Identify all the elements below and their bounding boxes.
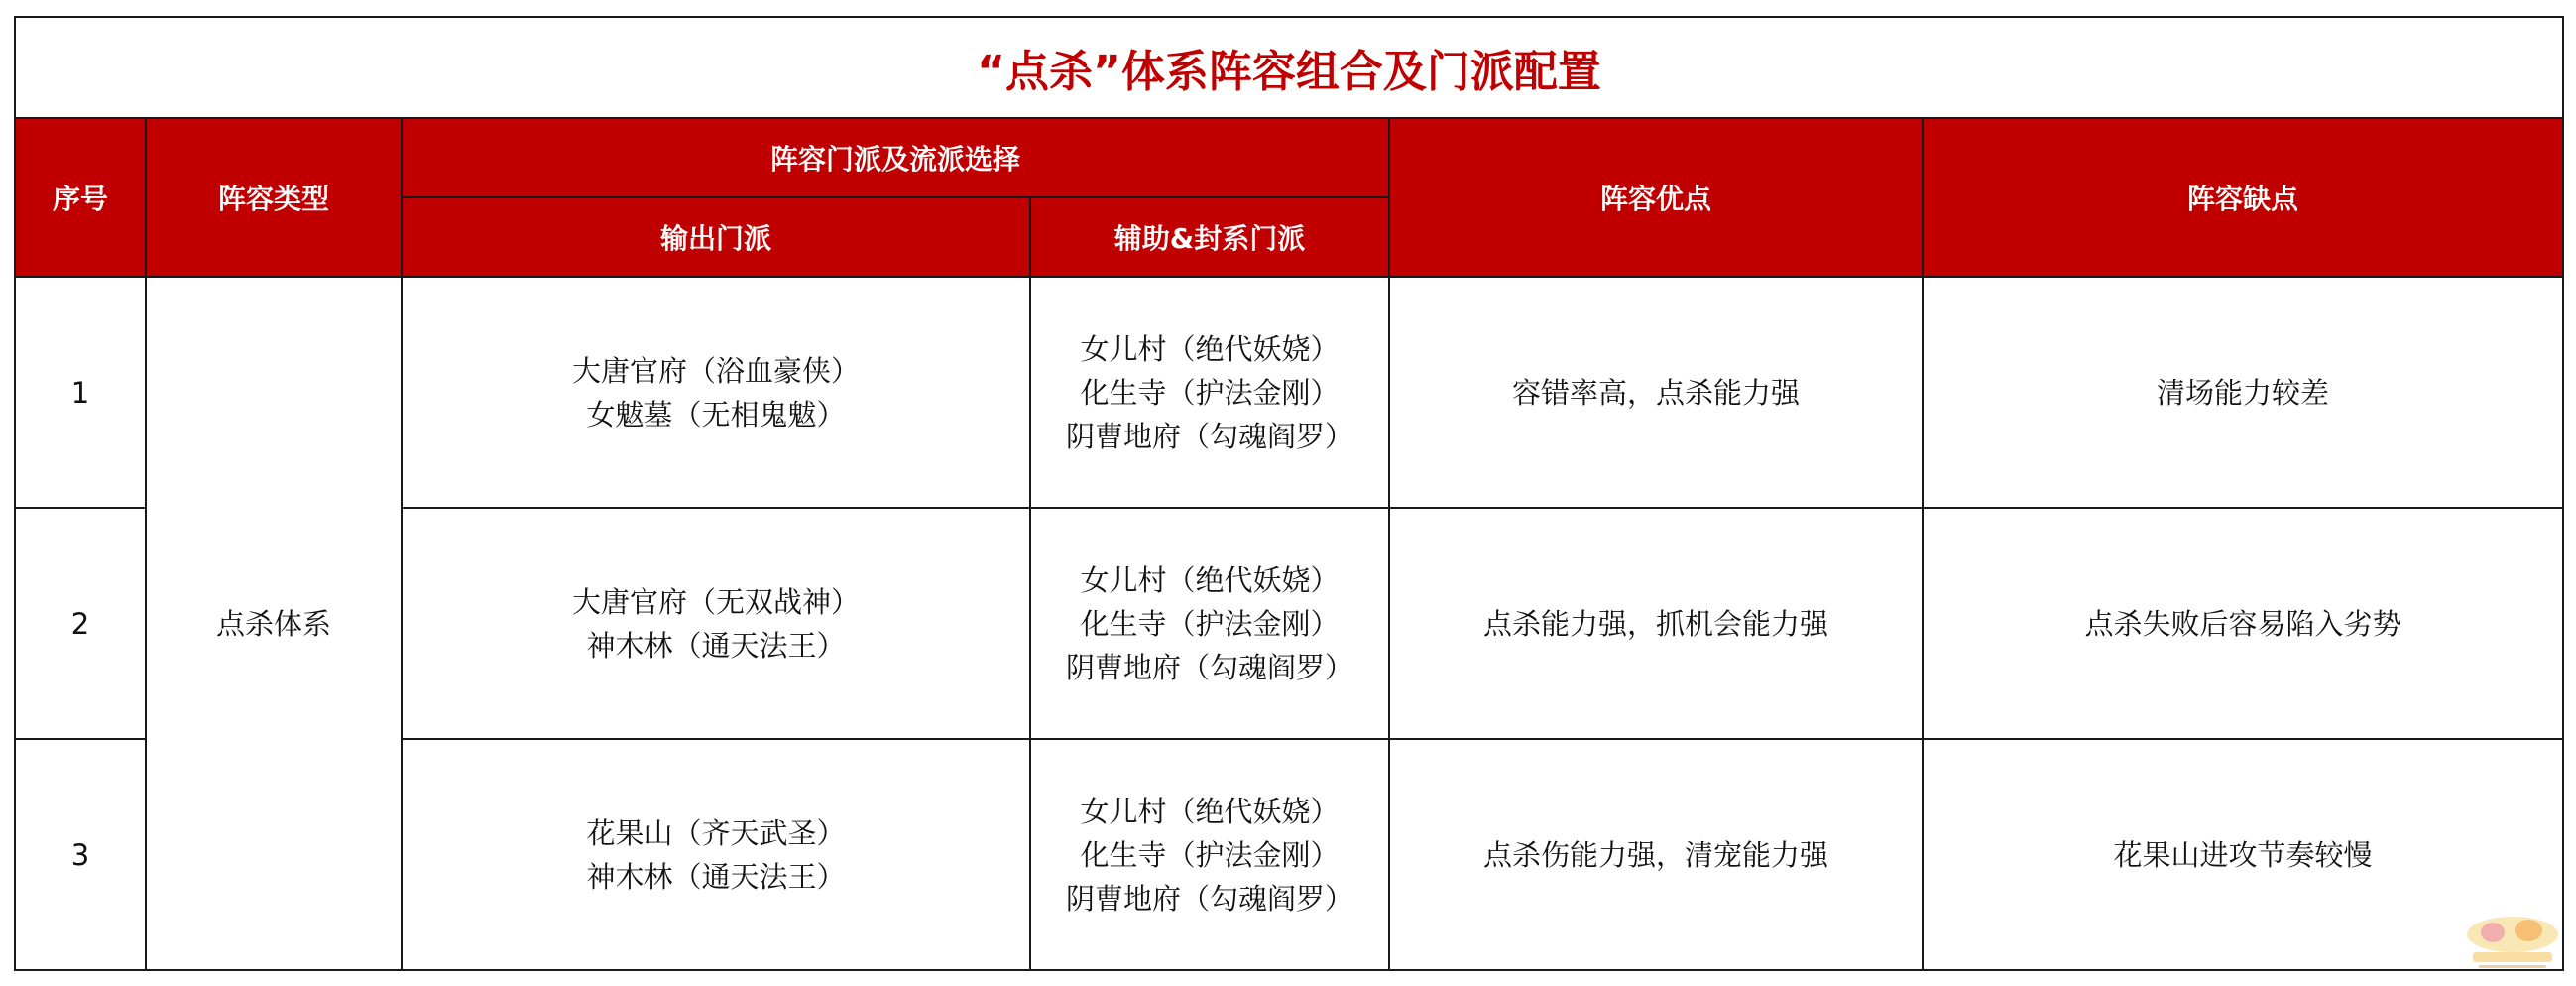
output-sect: 大唐官府（浴血豪侠） (571, 353, 860, 388)
support-sect: 阴曹地府（勾魂阎罗） (1065, 650, 1353, 684)
header-index: 序号 (15, 118, 146, 277)
output-cell (402, 508, 1030, 739)
support-sect: 化生寺（护法金刚） (1080, 606, 1340, 641)
cons-cell: 清场能力较差 (1923, 277, 2563, 508)
output-cell (402, 277, 1030, 508)
pros-cell: 容错率高，点杀能力强 (1389, 277, 1923, 508)
header-output: 输出门派 (402, 197, 1030, 277)
header-selection: 阵容门派及流派选择 (402, 118, 1389, 197)
support-sect: 女儿村（绝代妖娆） (1080, 794, 1340, 828)
support-sect: 化生寺（护法金刚） (1080, 375, 1340, 410)
output-sect: 花果山（齐天武圣） (586, 815, 846, 850)
row-index: 2 (15, 508, 146, 739)
support-sect: 女儿村（绝代妖娆） (1080, 562, 1340, 597)
support-cell (1030, 739, 1389, 970)
table-title: “点杀”体系阵容组合及门派配置 (15, 17, 2563, 118)
table-row (15, 277, 2563, 508)
header-type: 阵容类型 (146, 118, 402, 277)
support-sect: 阴曹地府（勾魂阎罗） (1065, 881, 1353, 916)
game-logo-watermark (2463, 909, 2562, 972)
output-sect: 女魃墓（无相鬼魃） (586, 397, 846, 431)
header-cons: 阵容缺点 (1923, 118, 2563, 277)
support-sect: 女儿村（绝代妖娆） (1080, 331, 1340, 366)
support-cell (1030, 508, 1389, 739)
row-index: 3 (15, 739, 146, 970)
pros-cell: 点杀能力强，抓机会能力强 (1389, 508, 1923, 739)
cons-cell: 点杀失败后容易陷入劣势 (1923, 508, 2563, 739)
support-cell (1030, 277, 1389, 508)
support-sect: 阴曹地府（勾魂阎罗） (1065, 419, 1353, 453)
output-sect: 神木林（通天法王） (586, 628, 846, 663)
output-cell (402, 739, 1030, 970)
output-sect: 大唐官府（无双战神） (571, 584, 860, 619)
lineup-type-cell: 点杀体系 (146, 277, 402, 970)
cons-cell: 花果山进攻节奏较慢 (1923, 739, 2563, 970)
support-sect: 化生寺（护法金刚） (1080, 837, 1340, 872)
pros-cell: 点杀伤能力强，清宠能力强 (1389, 739, 1923, 970)
header-support: 辅助&封系门派 (1030, 197, 1389, 277)
header-pros: 阵容优点 (1389, 118, 1923, 277)
output-sect: 神木林（通天法王） (586, 859, 846, 894)
row-index: 1 (15, 277, 146, 508)
lineup-table (14, 16, 2564, 971)
